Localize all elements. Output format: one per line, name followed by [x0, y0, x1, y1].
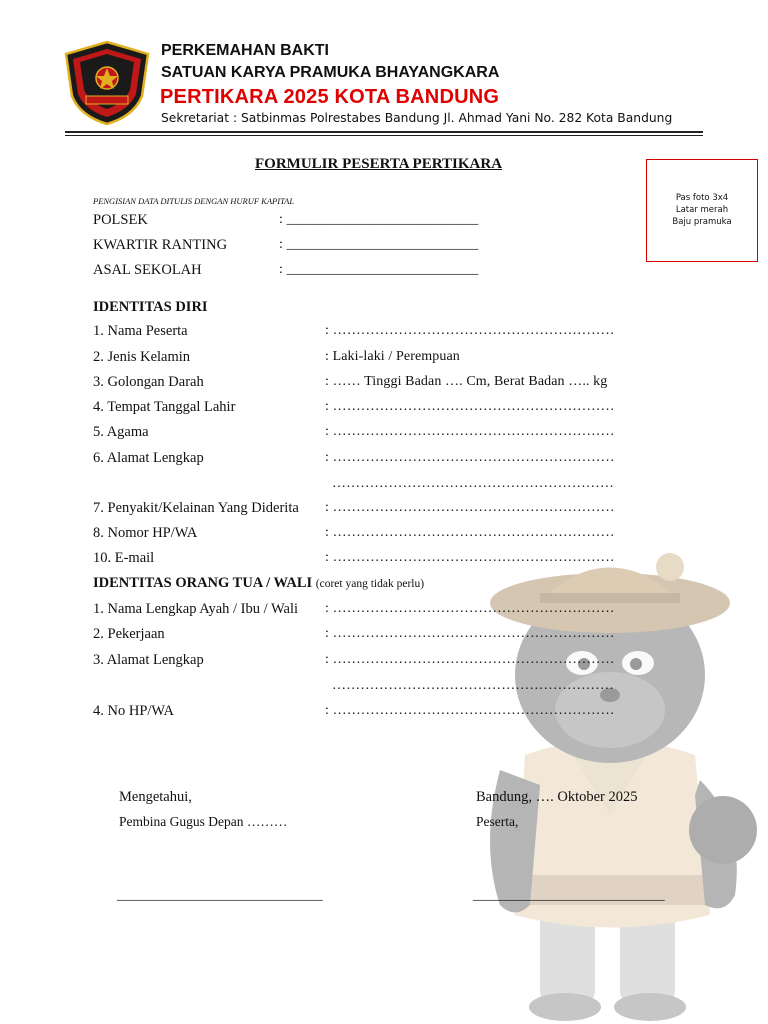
header-organization: SATUAN KARYA PRAMUKA BHAYANGKARA: [161, 64, 500, 81]
signature-line-left[interactable]: _____________________________: [117, 888, 323, 903]
field-label: 1. Nama Peserta: [93, 323, 188, 339]
field-label: 3. Alamat Lengkap: [93, 652, 204, 668]
field-label: 7. Penyakit/Kelainan Yang Diderita: [93, 500, 299, 516]
field-label-polsek: POLSEK: [93, 212, 148, 228]
field-blank[interactable]: : ……………………………………………………: [325, 703, 615, 718]
header-event-title: PERTIKARA 2025 KOTA BANDUNG: [160, 86, 500, 108]
field-blank[interactable]: : Laki-laki / Perempuan: [325, 349, 460, 364]
field-blank[interactable]: : ……………………………………………………: [325, 525, 615, 540]
field-label: 2. Pekerjaan: [93, 626, 165, 642]
instruction-note: PENGISIAN DATA DITULIS DENGAN HURUF KAPITAL: [93, 196, 295, 206]
field-blank[interactable]: : ……………………………………………………: [325, 323, 615, 338]
section-identitas-diri: IDENTITAS DIRI: [93, 299, 208, 315]
field-blank[interactable]: : ……………………………………………………: [325, 601, 615, 616]
field-label: 6. Alamat Lengkap: [93, 450, 204, 466]
signature-left-heading: Mengetahui,: [119, 789, 192, 805]
field-blank-kwartir[interactable]: : ___________________________: [279, 237, 479, 252]
photo-box: [646, 159, 758, 262]
header-divider-thin: [65, 135, 703, 136]
field-blank[interactable]: : ……………………………………………………: [325, 399, 615, 414]
field-label: 2. Jenis Kelamin: [93, 349, 191, 365]
field-blank-sekolah[interactable]: : ___________________________: [279, 262, 479, 277]
signature-right-date: Bandung, …. Oktober 2025: [476, 789, 638, 805]
field-label: 4. Tempat Tanggal Lahir: [93, 399, 236, 415]
photo-box-line: Pas foto 3x4: [675, 193, 729, 203]
field-blank-continuation[interactable]: ……………………………………………………: [332, 678, 614, 693]
signature-right-role: Peserta,: [476, 814, 519, 829]
signature-line-right[interactable]: ___________________________: [473, 888, 665, 903]
section-title: IDENTITAS ORANG TUA / WALI: [93, 575, 313, 591]
field-blank[interactable]: : …… Tinggi Badan …. Cm, Berat Badan ….. kg: [325, 374, 608, 389]
field-blank[interactable]: : ……………………………………………………: [325, 450, 615, 465]
photo-box-line: Baju pramuka: [672, 217, 732, 227]
photo-box-line: Latar merah: [675, 205, 729, 215]
form-title: FORMULIR PESERTA PERTIKARA: [255, 156, 503, 172]
section-identitas-orang-tua: [93, 575, 424, 592]
field-label-kwartir: KWARTIR RANTING: [93, 237, 228, 253]
field-label: 5. Agama: [93, 424, 149, 440]
section-subtitle: (coret yang tidak perlu): [315, 578, 425, 590]
field-blank[interactable]: : ……………………………………………………: [325, 652, 615, 667]
header-divider: [65, 131, 703, 133]
field-blank[interactable]: : ……………………………………………………: [325, 550, 615, 565]
field-label: 8. Nomor HP/WA: [93, 525, 198, 541]
pertikara-logo: [62, 40, 152, 126]
signature-left-role: Pembina Gugus Depan ………: [119, 814, 288, 829]
header-address: Sekretariat : Satbinmas Polrestabes Bandung Jl. Ahmad Yani No. 282 Kota Bandung: [161, 111, 673, 125]
field-label: 4. No HP/WA: [93, 703, 174, 719]
field-label: 1. Nama Lengkap Ayah / Ibu / Wali: [93, 601, 299, 617]
header-event-name: PERKEMAHAN BAKTI: [161, 42, 329, 59]
field-label: 10. E-mail: [93, 550, 155, 566]
field-blank-polsek[interactable]: : ___________________________: [279, 212, 479, 227]
field-label-sekolah: ASAL SEKOLAH: [93, 262, 202, 278]
field-blank[interactable]: : ……………………………………………………: [325, 424, 615, 439]
field-blank-continuation[interactable]: ……………………………………………………: [332, 476, 614, 491]
field-label: 3. Golongan Darah: [93, 374, 204, 390]
field-blank[interactable]: : ……………………………………………………: [325, 626, 615, 641]
field-blank[interactable]: : ……………………………………………………: [325, 500, 615, 515]
